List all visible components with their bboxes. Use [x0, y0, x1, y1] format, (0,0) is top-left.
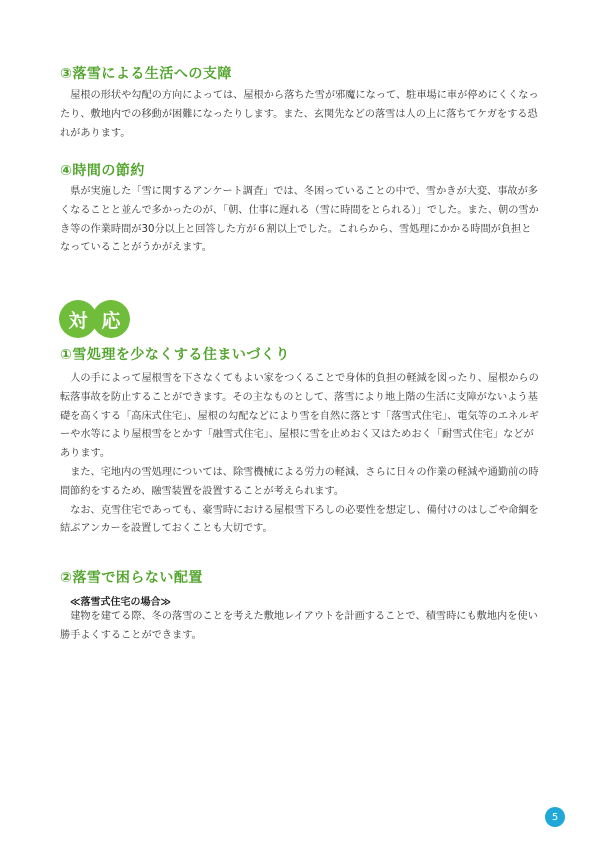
response-subheading: ≪落雪式住宅の場合≫: [70, 597, 171, 608]
section-body-falling-snow: [60, 87, 540, 143]
badge-circle: 応: [92, 300, 130, 338]
section-body-time-saving: [60, 183, 540, 258]
response-body-layout: [60, 608, 540, 646]
response-body-house-design: [60, 370, 540, 539]
response-badge: [59, 300, 133, 340]
section-heading-time-saving: ④時間の節約: [60, 163, 145, 179]
paragraph: なお、克雪住宅であっても、豪雪時における屋根雪下ろしの必要性を想定し、備付けのはしごや命綱を結ぶアンカーを設置しておくことも大切です。: [60, 504, 539, 535]
paragraph: 人の手によって屋根雪を下さなくてもよい家をつくることで身体的負担の軽減を図ったり、屋根からの転落事故を防止することができます。その主なものとして、落雪により地上階の生活に支障がないよう基礎を高くする「高床式住宅」、屋根の勾配などにより雪を自然に落とす「落雪式住宅」、電気等のエネルギーや水等により屋根雪をとかす「融雪式住宅」、屋根に雪を止めおく又はためおく「耐雪式住宅」などがあります。: [60, 373, 539, 460]
paragraph: 県が実施した「雪に関するアンケート調査」では、冬困っていることの中で、雪かきが大変、事故が多くなることと並んで多かったのが、「朝、仕事に遅れる（雪に時間をとられる）」でした。また、朝の雪かき等の作業時間が30分以上と回答した方が６割以上でした。これらから、雪処理にかかる時間が負担となっていることがうかがえます。: [60, 186, 539, 254]
badge-circle: 対: [59, 300, 97, 338]
paragraph: 建物を建てる際、冬の落雪のことを考えた敷地レイアウトを計画することで、積雪時にも敷地内を使い勝手よくすることができます。: [60, 611, 538, 641]
paragraph: 屋根の形状や勾配の方向によっては、屋根から落ちた雪が邪魔になって、駐車場に車が停めにくくなったり、敷地内での移動が困難になったりします。また、玄関先などの落雪は人の上に落ちてケガをする恐れがあります。: [60, 90, 539, 139]
response-heading-layout: ②落雪で困らない配置: [60, 570, 203, 586]
section-heading-falling-snow: ③落雪による生活への支障: [60, 66, 232, 82]
page-number: 5: [545, 807, 565, 827]
response-heading-house-design: ①雪処理を少なくする住まいづくり: [60, 347, 290, 363]
paragraph: また、宅地内の雪処理については、除雪機械による労力の軽減、さらに日々の作業の軽減や通勤前の時間節約をするため、融雪装置を設置することが考えられます。: [60, 466, 539, 497]
